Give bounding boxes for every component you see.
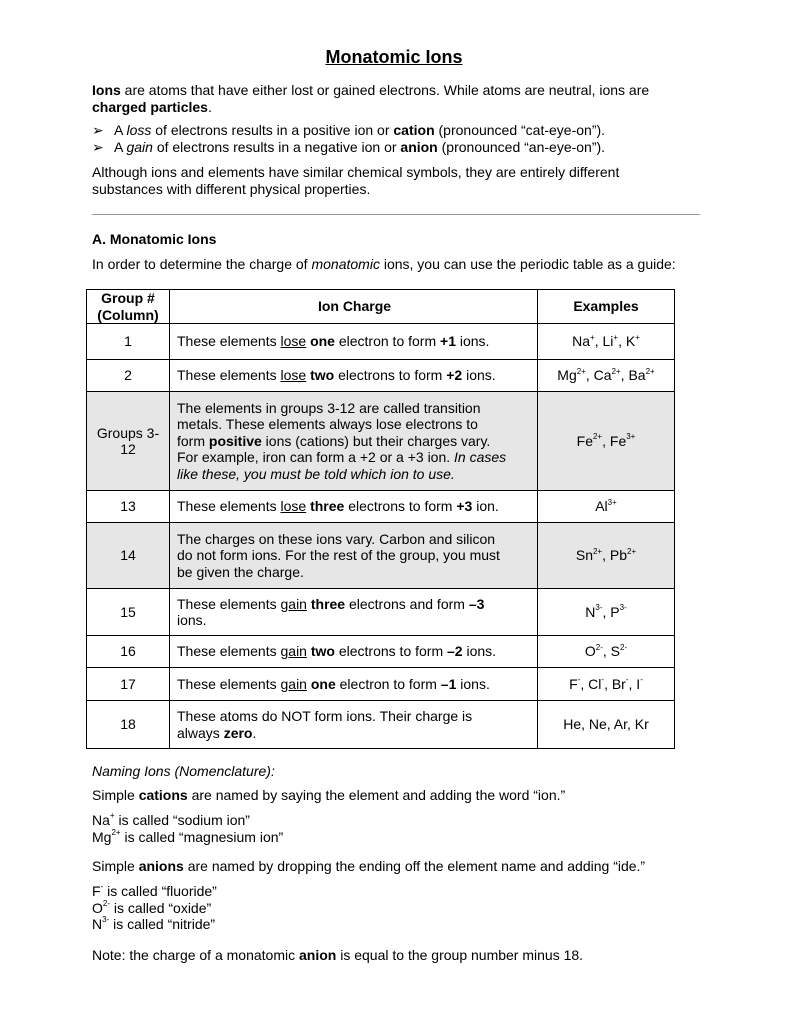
bullet-loss: ➢ A loss of electrons results in a positive ion or cation (pronounced “cat-eye-on”). [92,122,606,138]
examples-cell: $N^{3-}$, $P^{3-}$ [538,589,675,636]
examples-cell: $O^{2-}$, $S^{2-}$ [538,636,675,668]
arrow-bullet-icon: ➢ [92,122,104,138]
examples-cell: Na+, Li+, K+ [538,324,675,360]
table-row: 16 These elements gain two electrons to form –2 ions. $O^{2-}$, $S^{2-}$ [87,636,675,668]
intro-paragraph: Ions are atoms that have either lost or gained electrons. While atoms are neutral, ions are charged particles. [92,82,650,115]
table-row: 14 The charges on these ions vary. Carbon and silicon do not form ions. For the rest of the group, you must be given the charge. $Sn^{2+}$, $Pb^{2+}$ [87,523,675,589]
table-row: 13 These elements lose three electrons to form +3 ion. $Al^{3+}$ [87,491,675,523]
examples-cell: $Al^{3+}$ [538,491,675,523]
examples-cell: $Sn^{2+}$, $Pb^{2+}$ [538,523,675,589]
section-a-heading: A. Monatomic Ions [92,231,217,247]
examples-cell: $Mg^{2+}$, $Ca^{2+}$, $Ba^{2+}$ [538,360,675,392]
table-row: 17 These elements gain one electron to form –1 ions. F-, Cl-, Br-, I- [87,668,675,701]
table-row: 1 These elements lose one electron to form +1 ions. Na+, Li+, K+ [87,324,675,360]
section-a-lead: In order to determine the charge of monatomic ions, you can use the periodic table as a guide: [92,256,676,272]
examples-cell: F-, Cl-, Br-, I- [538,668,675,701]
header-examples: Examples [538,290,675,324]
anions-rule: Simple anions are named by dropping the ending off the element name and adding “ide.” [92,858,646,874]
cations-rule: Simple cations are named by saying the element and adding the word “ion.” [92,787,566,803]
cation-examples: Na+ is called “sodium ion” $Mg^{2+}$ is called “magnesium ion” [92,811,284,845]
table-header-row [87,290,675,324]
header-ion-charge: Ion Charge [170,290,538,324]
naming-heading: Naming Ions (Nomenclature): [92,763,275,779]
paragraph-differences: Although ions and elements have similar chemical symbols, they are entirely different substances with different physical properties. [92,164,620,197]
table-row: 2 These elements lose two electrons to form +2 ions. $Mg^{2+}$, $Ca^{2+}$, $Ba^{2+}$ [87,360,675,392]
header-group: Group # (Column) [87,290,170,324]
table-row: Groups 3- 12 The elements in groups 3-12 are called transition metals. These elements always lose electrons to form positive ions (cations) but their charges vary. For example, iron can form a +2 or a +3 ion. In cases like these, you must be told which ion to use. $Fe^{2+}$, $Fe^{3+}$ [87,392,675,491]
anion-examples: F- is called “fluoride” $O^{2-}$ is called “oxide” $N^{3-}$ is called “nitride” [92,882,217,932]
examples-cell: He, Ne, Ar, Kr [538,701,675,749]
arrow-bullet-icon: ➢ [92,139,104,155]
table-row: 15 These elements gain three electrons and form –3 ions. $N^{3-}$, $P^{3-}$ [87,589,675,636]
term-charged-particles: charged particles [92,98,208,115]
examples-cell: $Fe^{2+}$, $Fe^{3+}$ [538,392,675,491]
bullet-gain: ➢ A gain of electrons results in a negative ion or anion (pronounced “an-eye-on”). [92,139,606,155]
divider [92,214,700,215]
table-row: 18 These atoms do NOT form ions. Their charge is always zero. He, Ne, Ar, Kr [87,701,675,749]
monatomic-ions-table [86,289,675,749]
term-ions: Ions [92,82,121,98]
page-title: Monatomic Ions [325,47,463,67]
anion-charge-note: Note: the charge of a monatomic anion is equal to the group number minus 18. [92,947,584,963]
